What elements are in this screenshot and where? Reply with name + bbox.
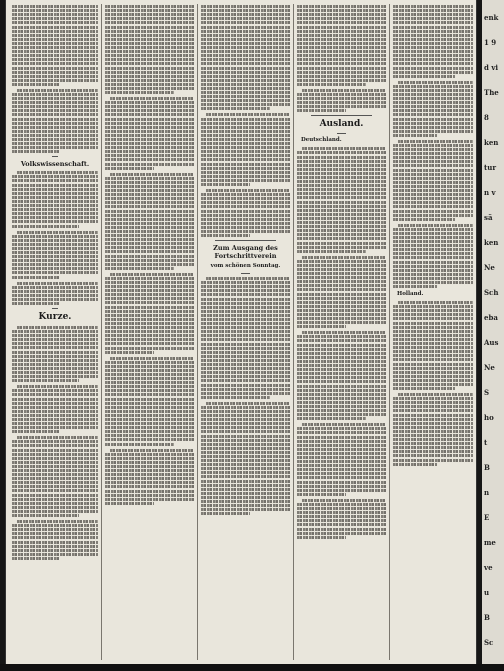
edge-text-fragment: Ne	[484, 263, 495, 272]
section-divider	[52, 156, 58, 157]
section-heading: Kurze.	[38, 312, 72, 322]
edge-text-fragment: E	[484, 513, 490, 522]
text-paragraph	[12, 326, 98, 382]
edge-text-fragment: ken	[484, 238, 499, 247]
edge-text-fragment: t	[484, 438, 488, 447]
edge-text-fragment: Sc	[484, 638, 494, 647]
section-heading: Zum Ausgang des Fortschrittverein	[213, 244, 278, 261]
edge-text-fragment: tur	[484, 163, 497, 172]
scan-border	[0, 664, 504, 671]
section-subheading: Holland.	[397, 291, 424, 298]
section-divider	[241, 273, 250, 274]
edge-text-fragment: ken	[484, 138, 499, 147]
column-3	[201, 4, 290, 660]
text-paragraph	[393, 140, 473, 221]
text-paragraph	[297, 331, 386, 420]
text-paragraph	[12, 171, 98, 227]
section-divider	[52, 308, 58, 309]
section-subheading: Deutschland.	[301, 137, 342, 144]
text-paragraph	[201, 5, 290, 110]
text-paragraph	[297, 147, 386, 252]
text-paragraph	[393, 393, 473, 466]
text-paragraph	[393, 301, 473, 390]
text-paragraph	[12, 520, 98, 560]
text-paragraph	[105, 449, 194, 505]
adjacent-page-edge	[482, 0, 504, 664]
text-paragraph	[12, 231, 98, 279]
edge-text-fragment: n	[484, 488, 490, 497]
text-paragraph	[297, 423, 386, 496]
text-paragraph	[393, 224, 473, 288]
text-paragraph	[105, 273, 194, 354]
text-paragraph	[12, 89, 98, 153]
column-5	[393, 4, 473, 660]
section-divider	[215, 240, 276, 241]
text-paragraph	[393, 81, 473, 137]
text-paragraph	[201, 277, 290, 399]
edge-text-fragment: S	[484, 388, 490, 397]
column-4	[297, 4, 386, 660]
edge-text-fragment: B	[484, 613, 490, 622]
text-paragraph	[297, 5, 386, 86]
text-paragraph	[105, 173, 194, 270]
section-heading: Ausland.	[319, 119, 364, 130]
text-paragraph	[12, 282, 98, 305]
section-heading: Volkswissenschaft.	[20, 160, 90, 169]
edge-text-fragment: B	[484, 463, 490, 472]
edge-text-fragment: sä	[484, 213, 493, 222]
edge-text-fragment: 8	[484, 113, 489, 122]
text-paragraph	[105, 5, 194, 94]
column-2	[105, 4, 194, 660]
text-paragraph	[297, 499, 386, 539]
text-paragraph	[201, 402, 290, 516]
column-1	[12, 4, 98, 660]
edge-text-fragment: d vi	[484, 63, 499, 72]
newspaper-page	[6, 0, 476, 664]
edge-text-fragment: enk	[484, 13, 499, 22]
section-divider	[337, 133, 346, 134]
edge-text-fragment: Sch	[484, 288, 499, 297]
edge-text-fragment: eba	[484, 313, 498, 322]
text-paragraph	[393, 5, 473, 78]
column-rule	[197, 4, 198, 660]
text-paragraph	[12, 436, 98, 517]
section-subheading: vom schönen Sonntag.	[210, 263, 281, 270]
edge-text-fragment: ho	[484, 413, 494, 422]
column-rule	[101, 4, 102, 660]
edge-text-fragment: n v	[484, 188, 496, 197]
text-paragraph	[12, 385, 98, 433]
column-rule	[293, 4, 294, 660]
text-paragraph	[105, 357, 194, 446]
edge-text-fragment: Ne	[484, 363, 495, 372]
edge-text-fragment: 1 9	[484, 38, 497, 47]
text-paragraph	[12, 5, 98, 86]
edge-text-fragment: Aus	[484, 338, 499, 347]
text-paragraph	[201, 113, 290, 186]
edge-text-fragment: ve	[484, 563, 493, 572]
text-paragraph	[297, 256, 386, 329]
column-rule	[389, 4, 390, 660]
edge-text-fragment: me	[484, 538, 496, 547]
text-paragraph	[105, 97, 194, 170]
text-paragraph	[201, 189, 290, 237]
edge-text-fragment: u	[484, 588, 490, 597]
edge-text-fragment: The	[484, 88, 499, 97]
section-divider	[311, 115, 372, 116]
text-paragraph	[297, 89, 386, 112]
